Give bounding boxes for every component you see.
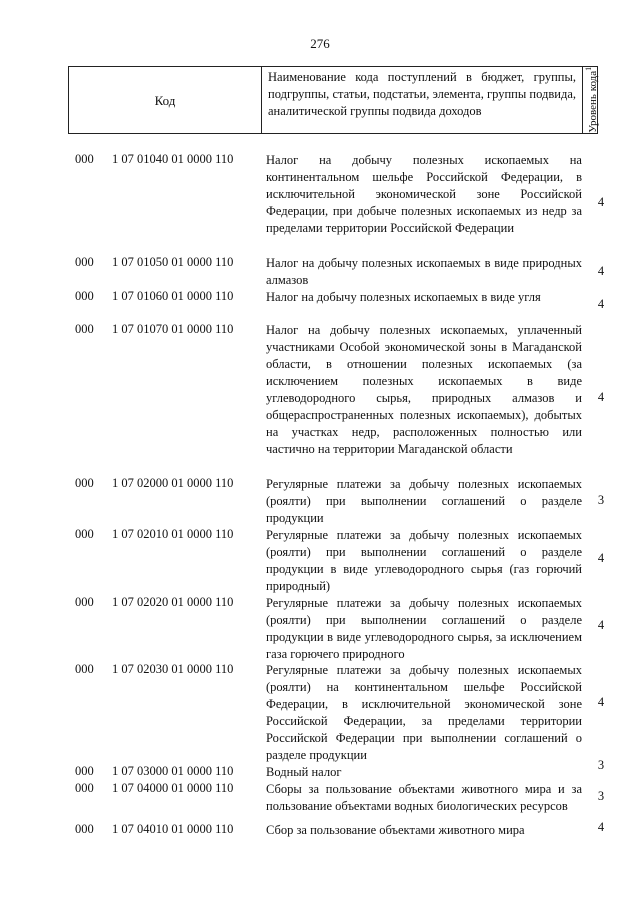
row-level: 4	[597, 695, 605, 709]
row-name: Регулярные платежи за добычу полезных ископаемых (роялти) на континентальном шельфе Российской Федерации, в исключительной экономической зоне Российской Федерации, за пределами территории Российской Федерации при выполнении соглашений о разделе продукции	[266, 663, 582, 762]
row-name: Налог на добычу полезных ископаемых, уплаченный участниками Особой экономической зоны в Магаданской области, в отношении полезных ископаемых (за исключением полезных ископаемых в виде углеводородного сырья, природных алмазов и общераспространенных полезных ископаемых), добытых на участках недр, расположенных полностью или частично на территории Магаданской области	[266, 323, 582, 456]
header-name: Наименование кода поступлений в бюджет, группы, подгруппы, статьи, подстатьи, элемента, группы подвида, аналитической группы подвида доходов	[268, 70, 576, 118]
row-name: Налог на добычу полезных ископаемых на континентальном шельфе Российской Федерации, в исключительной экономической зоне Российской Федерации, при добыче полезных ископаемых из недр за пределами территории Российской Федерации	[266, 153, 582, 235]
row-name: Регулярные платежи за добычу полезных ископаемых (роялти) при выполнении соглашений о разделе продукции в виде углеводородного сырья, за исключением газа горючего природного	[266, 596, 582, 661]
row-level: 3	[597, 789, 605, 803]
row-code: 1 07 01060 01 0000 110	[112, 289, 234, 303]
row-level: 4	[597, 390, 605, 404]
row-admin-code: 000	[75, 662, 94, 676]
row-admin-code: 000	[75, 289, 94, 303]
row-admin-code: 000	[75, 781, 94, 795]
header-level	[583, 67, 598, 133]
header-level-label: Уровень кода	[586, 71, 599, 133]
row-admin-code: 000	[75, 527, 94, 541]
row-code: 1 07 04000 01 0000 110	[112, 781, 234, 795]
row-level: 3	[597, 758, 605, 772]
table-header	[68, 66, 598, 134]
row-code: 1 07 02030 01 0000 110	[112, 662, 234, 676]
row-level: 4	[597, 820, 605, 834]
row-admin-code: 000	[75, 152, 94, 166]
row-name: Сбор за пользование объектами животного мира	[266, 823, 525, 837]
row-code: 1 07 02000 01 0000 110	[112, 476, 234, 490]
row-level: 4	[597, 618, 605, 632]
row-admin-code: 000	[75, 255, 94, 269]
row-code: 1 07 02010 01 0000 110	[112, 527, 234, 541]
row-level: 4	[597, 264, 605, 278]
row-name: Водный налог	[266, 765, 342, 779]
row-code: 1 07 04010 01 0000 110	[112, 822, 234, 836]
row-level: 4	[597, 297, 605, 311]
row-admin-code: 000	[75, 322, 94, 336]
row-code: 1 07 01040 01 0000 110	[112, 152, 234, 166]
row-name: Регулярные платежи за добычу полезных ископаемых (роялти) при выполнении соглашений о разделе продукции в виде углеводородного сырья (газ горючий природный)	[266, 528, 582, 593]
page-number: 276	[310, 36, 330, 51]
column-divider	[261, 67, 262, 133]
row-code: 1 07 01050 01 0000 110	[112, 255, 234, 269]
row-admin-code: 000	[75, 595, 94, 609]
row-level: 4	[597, 195, 605, 209]
row-admin-code: 000	[75, 764, 94, 778]
row-level: 3	[597, 493, 605, 507]
row-name: Налог на добычу полезных ископаемых в виде угля	[266, 290, 541, 304]
row-code: 1 07 02020 01 0000 110	[112, 595, 234, 609]
header-level-footnote: 1	[583, 67, 593, 72]
row-name: Регулярные платежи за добычу полезных ископаемых (роялти) при выполнении соглашений о разделе продукции	[266, 477, 582, 525]
row-name: Налог на добычу полезных ископаемых в виде природных алмазов	[266, 256, 582, 287]
row-name: Сборы за пользование объектами животного мира и за пользование объектами водных биологических ресурсов	[266, 782, 582, 813]
header-code: Код	[154, 93, 176, 108]
row-level: 4	[597, 551, 605, 565]
row-admin-code: 000	[75, 476, 94, 490]
row-code: 1 07 03000 01 0000 110	[112, 764, 234, 778]
row-code: 1 07 01070 01 0000 110	[112, 322, 234, 336]
row-admin-code: 000	[75, 822, 94, 836]
